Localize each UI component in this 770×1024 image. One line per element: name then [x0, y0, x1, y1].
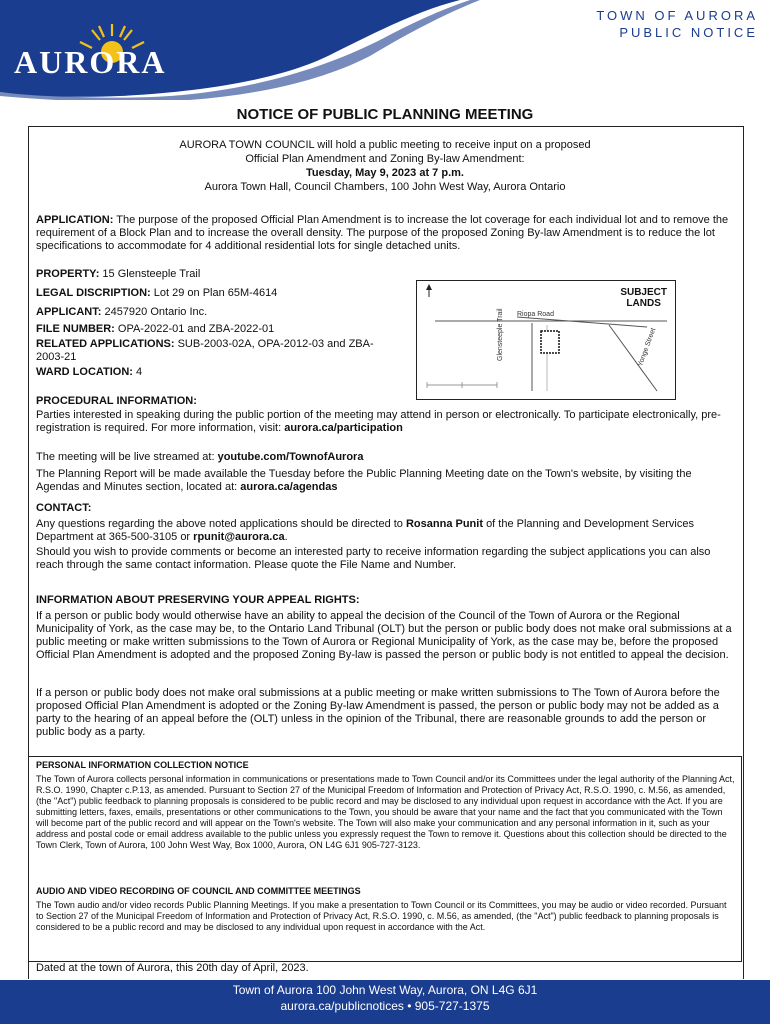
town-label: TOWN OF AURORA — [596, 8, 758, 23]
footer-contact: aurora.ca/publicnotices • 905-727-1375 — [280, 999, 490, 1013]
contact-text-a: Any questions regarding the above noted applications should be directed to — [36, 518, 403, 530]
applicant-row — [36, 306, 376, 319]
related-value: SUB-2003-02A, OPA-2012-03 and ZBA-2003-21 — [36, 338, 374, 363]
intro-line-1: AURORA TOWN COUNCIL will hold a public meeting to receive input on a proposed — [179, 139, 591, 151]
page-title: NOTICE OF PUBLIC PLANNING MEETING — [236, 106, 534, 123]
contact-name: Rosanna Punit — [405, 518, 483, 530]
contact-paragraph-1 — [36, 518, 736, 544]
subject-lands-label — [620, 287, 667, 309]
location-map — [416, 280, 676, 400]
road-label-east: Yonge Street — [637, 327, 658, 368]
procedural-paragraph-1 — [36, 409, 736, 435]
notice-label: PUBLIC NOTICE — [619, 25, 758, 40]
applicant-label: APPLICANT: — [36, 306, 102, 318]
procedural-heading: PROCEDURAL INFORMATION: — [36, 395, 197, 407]
file-row — [36, 323, 376, 336]
applicant-value: 2457920 Ontario Inc. — [104, 306, 208, 318]
road-label-west: Glensteeple Trail — [497, 308, 504, 361]
footer — [0, 980, 770, 1024]
road-label-north: Riopa Road — [517, 311, 554, 318]
contact-text-b: of the Planning and Development Services Department at 365-500-3105 or — [36, 518, 694, 543]
participation-link[interactable]: aurora.ca/participation — [284, 422, 403, 434]
meeting-location: Aurora Town Hall, Council Chambers, 100 John West Way, Aurora Ontario — [204, 181, 566, 193]
property-row — [36, 268, 376, 281]
dated-line: Dated at the town of Aurora, this 20th day of April, 2023. — [36, 962, 309, 974]
meeting-date: Tuesday, May 9, 2023 at 7 p.m. — [306, 167, 464, 179]
north-arrow-icon — [426, 284, 432, 297]
contact-text-c: . — [284, 531, 288, 543]
procedural-text-1: Parties interested in speaking during the public portion of the meeting may attend in person or electronically. To participate electronically, pre-registration is required. For more information, visit: — [36, 409, 721, 434]
meeting-intro — [28, 138, 742, 194]
subject-label-line-1: SUBJECT — [620, 287, 667, 298]
procedural-text-3: The Planning Report will be made available the Tuesday before the Public Planning Meeting date on the Town's website, by visiting the Agendas and Minutes section, located at: — [36, 468, 692, 493]
logo-text: AURORA — [14, 44, 167, 80]
av-recording-heading: AUDIO AND VIDEO RECORDING OF COUNCIL AND COMMITTEE MEETINGS — [36, 886, 361, 896]
av-recording-text: The Town audio and/or video records Public Planning Meetings. If you make a presentation to Town Council or its Committees, you may be audio or video recorded. Pursuant to Section 27 of the Municipal Freedom of Information and Protection of Privacy Act, R.S.O. 1990, c. M.56, as amended, (the "Act") public feedback to planning proposals is considered to be a public record and may be disclosed to any individual upon request in accordance with the Act. — [36, 900, 727, 932]
ward-label: WARD LOCATION: — [36, 366, 133, 378]
legal-row — [36, 287, 376, 300]
related-label: RELATED APPLICATIONS: — [36, 338, 175, 350]
agendas-link[interactable]: aurora.ca/agendas — [240, 481, 338, 493]
intro-line-2: Official Plan Amendment and Zoning By-law Amendment: — [245, 153, 525, 165]
application-text: The purpose of the proposed Official Plan Amendment is to increase the lot coverage for each individual lot and to remove the requirement of a Block Plan and to increase the overall density. The purpose of the proposed Zoning By-law Amendment is to reduce the lot specifications to accommodate for 4 additional residential lots for single detached units. — [36, 214, 729, 252]
ward-row — [36, 366, 376, 379]
property-label: PROPERTY: — [36, 268, 100, 280]
appeal-paragraph-2: If a person or public body does not make oral submissions at a public meeting or make written submissions to The Town of Aurora before the proposed Official Plan Amendment is adopted or the Zoning By-law Amendment is passed, the person or public body may not be added as a party to the hearing of an appeal before the (OLT) unless in the opinion of the Tribunal, there are reasonable grounds to add the person or public body as a party. — [36, 687, 720, 738]
appeal-heading: INFORMATION ABOUT PRESERVING YOUR APPEAL RIGHTS: — [36, 594, 360, 606]
property-value: 15 Glensteeple Trail — [102, 268, 201, 280]
contact-paragraph-2: Should you wish to provide comments or become an interested party to receive information regarding the subject applications you can also reach through the same contact information. Please quote the File Name and Number. — [36, 546, 711, 571]
application-paragraph — [36, 214, 736, 253]
file-value: OPA-2022-01 and ZBA-2022-01 — [117, 323, 275, 335]
personal-info-heading: PERSONAL INFORMATION COLLECTION NOTICE — [36, 760, 249, 770]
subject-lands-marker — [541, 331, 559, 353]
header — [0, 0, 770, 100]
appeal-paragraph-1: If a person or public body would otherwise have an ability to appeal the decision of the Council of the Town of Aurora or the Regional Municipality of York, as the case may be, to the Ontario Land Tribunal (OLT) but the person or public body does not make oral submissions at a public meeting or make written submissions to the Town of Aurora or Regional Municipality of York, as the case may be, before the proposed Official Plan Amendment is adopted and the proposed Zoning By-law is passed the person or public body is not entitled to appeal the decision. — [36, 610, 732, 661]
procedural-paragraph-3 — [36, 468, 736, 494]
footer-address: Town of Aurora 100 John West Way, Aurora, ON L4G 6J1 — [232, 983, 538, 997]
ward-value: 4 — [136, 366, 143, 378]
subject-label-line-2: LANDS — [626, 298, 661, 309]
file-label: FILE NUMBER: — [36, 323, 115, 335]
contact-heading: CONTACT: — [36, 502, 92, 514]
legal-value: Lot 29 on Plan 65M-4614 — [153, 287, 278, 299]
contact-email-link[interactable]: rpunit@aurora.ca — [193, 531, 285, 543]
youtube-link[interactable]: youtube.com/TownofAurora — [217, 451, 364, 463]
procedural-text-2: The meeting will be live streamed at: — [36, 451, 215, 463]
procedural-paragraph-2 — [36, 451, 736, 464]
personal-info-text: The Town of Aurora collects personal information in communications or presentations made to Town Council and/or its Committees under the legal authority of the Planning Act, R.S.O. 1990, Chapter c.P.13, as amended. Pursuant to Section 27 of the Municipal Freedom of Information and Protection of Privacy Act, R.S.O. 1990, c. M.56, as amended, (the "Act") public feedback to planning proposals is considered to be public record and may be disclosed to any individual upon request in accordance with the Act. If you are submitting letters, faxes, emails, presentations or other communications to the Town, you should be aware that your name and the fact that you communicated with the Town will become part of the public record and will appear on the Town's website. The Town will also make your communication and any personal information in it, such as your address and postal code or email address available to the public unless you expressly request the Town to remove it. Questions about this collection should be directed to the Town Clerk, Town of Aurora, 100 John West Way, Box 1000, Aurora, ON L4G 6J1 905-727-3123. — [36, 774, 735, 850]
related-row — [36, 338, 376, 364]
legal-label: LEGAL DISCRIPTION: — [36, 287, 151, 299]
application-label: APPLICATION: — [36, 214, 114, 226]
